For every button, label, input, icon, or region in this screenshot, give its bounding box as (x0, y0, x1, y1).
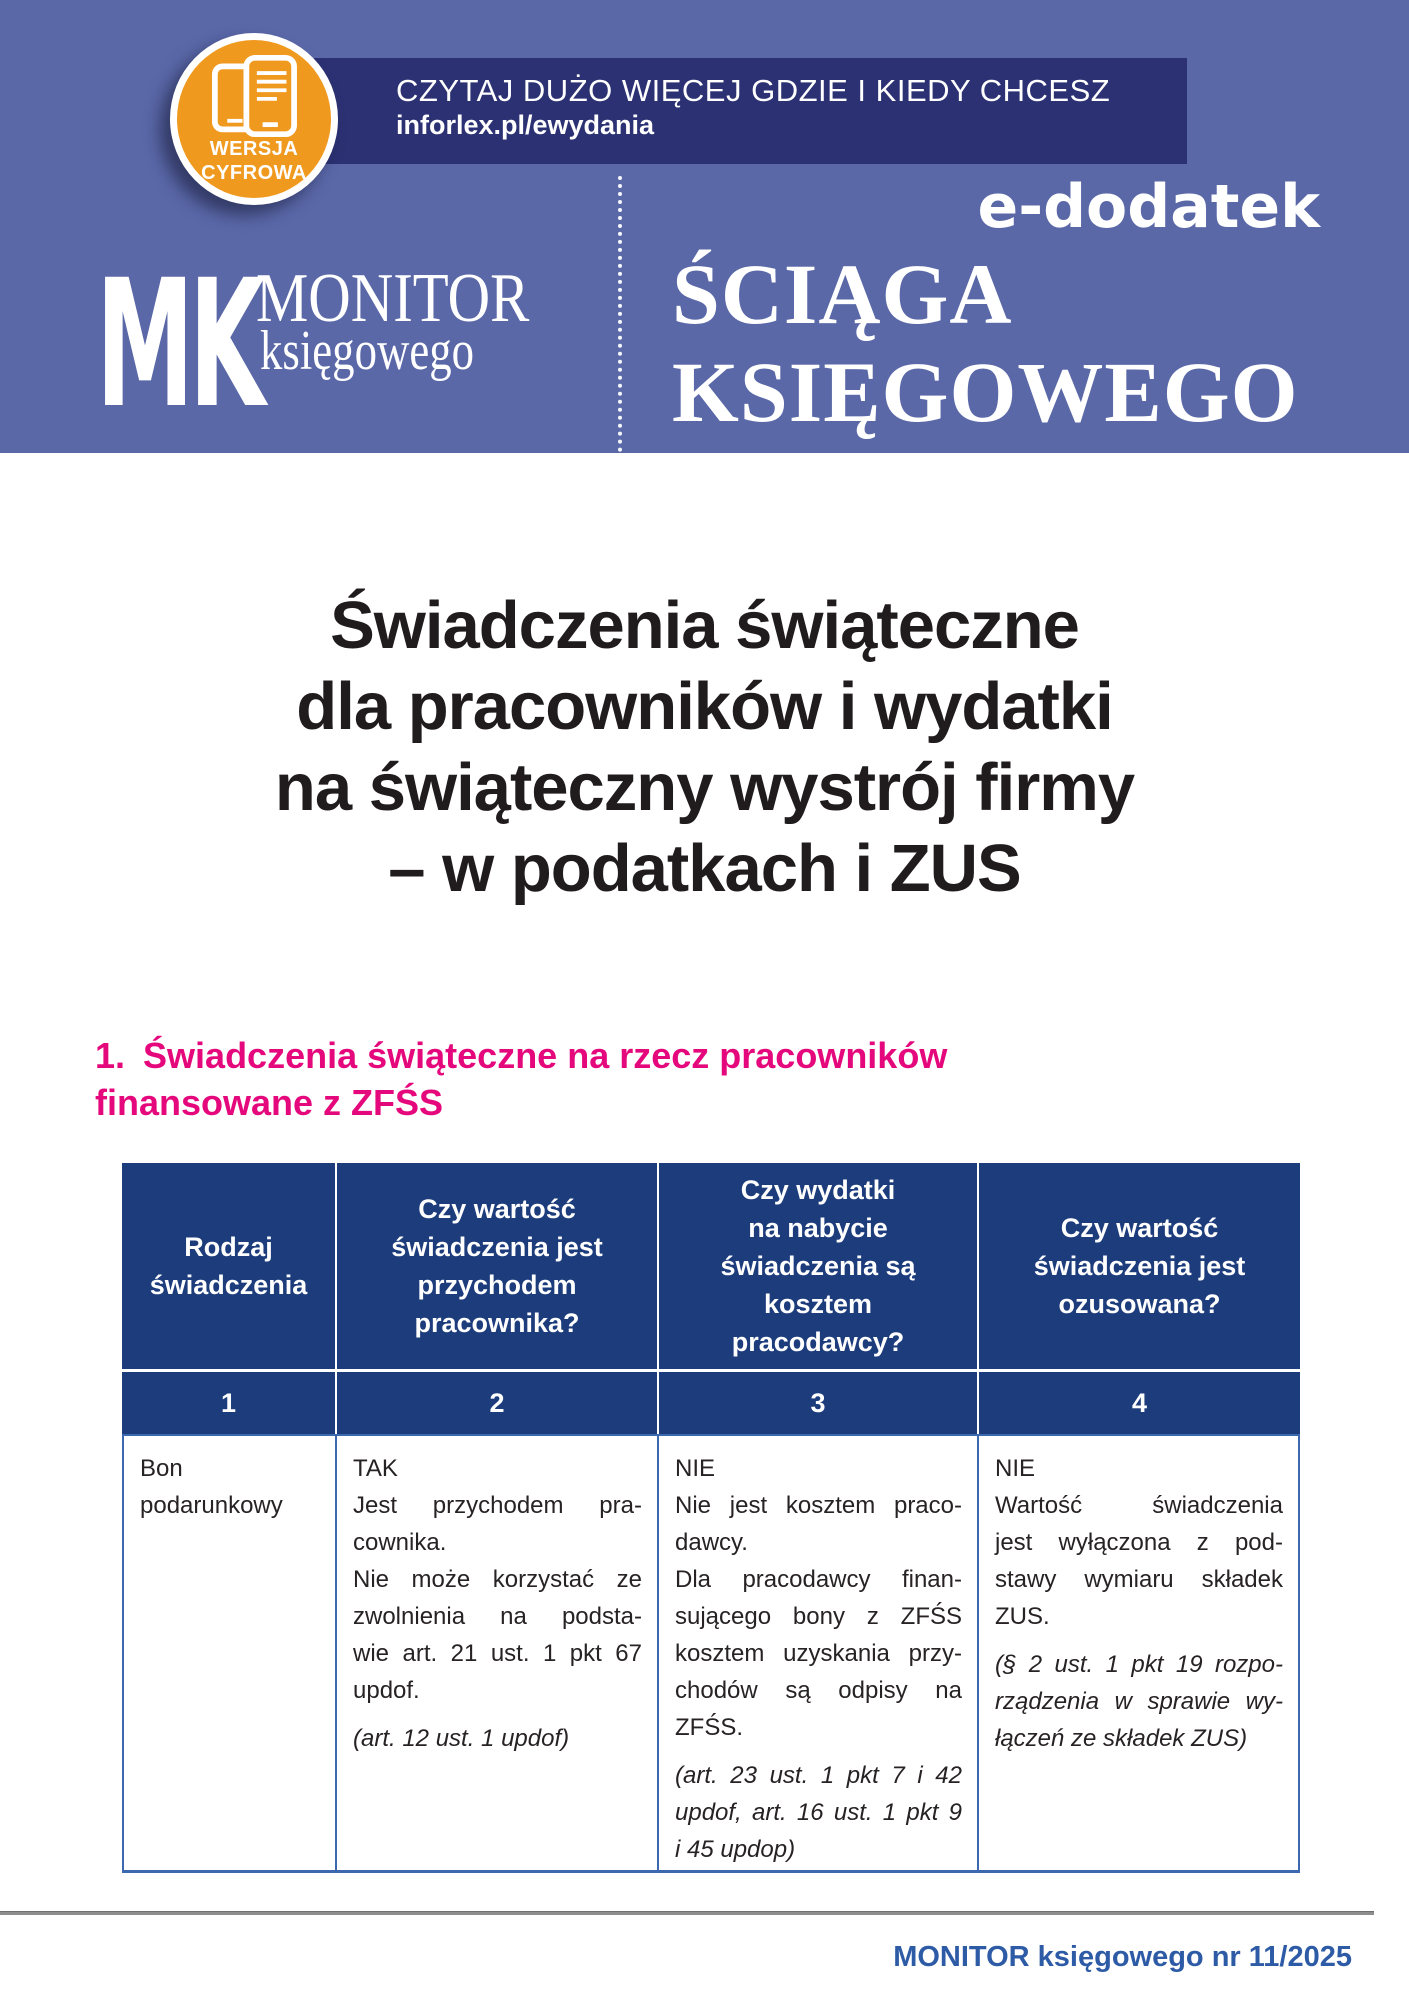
cell-paragraph (995, 1487, 1283, 1635)
supplement-title (672, 245, 1299, 441)
phones-icon (206, 54, 302, 138)
supplement-title-line1: ŚCIĄGA (672, 246, 1013, 342)
cell-line: NIE (675, 1455, 716, 1482)
masthead (0, 0, 1409, 453)
table-body-cell (124, 1436, 337, 1870)
footer-rule (0, 1911, 1374, 1915)
badge-label-line2: CYFROWA (201, 162, 307, 184)
section-heading-line1 (95, 1032, 947, 1079)
article-title-line4: – w podatkach i ZUS (388, 831, 1021, 906)
table-header-line: kosztem (763, 1289, 873, 1319)
cell-paragraph (353, 1450, 642, 1487)
table-header-cell (122, 1163, 337, 1369)
cell-paragraph (353, 1561, 642, 1709)
section-heading-text: Świadczenia świąteczne na rzecz pracowników (143, 1035, 948, 1076)
table-body-cell (659, 1436, 979, 1870)
table-header-line: Czy wartość (418, 1194, 576, 1224)
section-heading (95, 1032, 947, 1126)
table-header-line: Czy wartość (1060, 1213, 1219, 1243)
cell-line: sującego bony z ZFŚS (675, 1603, 962, 1630)
table-header-line: Rodzaj (184, 1232, 273, 1262)
cell-paragraph (995, 1450, 1283, 1487)
cell-line: jest wyłączona z pod- (995, 1529, 1283, 1556)
cell-line: Dla pracodawcy finan- (675, 1566, 962, 1593)
table-column-number: 4 (1131, 1388, 1148, 1418)
edodatek-label: e-dodatek (977, 172, 1320, 242)
table-header-line: świadczenia jest (1033, 1251, 1246, 1281)
table-header-line: pracownika? (414, 1308, 580, 1338)
cell-line: updof, art. 16 ust. 1 pkt 9 (675, 1799, 962, 1826)
cell-paragraph (995, 1646, 1283, 1757)
banner-headline: CZYTAJ DUŻO WIĘCEJ GDZIE I KIEDY CHCESZ (396, 73, 1111, 108)
cell-line: ZUS. (995, 1603, 1050, 1630)
cell-line: TAK (353, 1455, 398, 1482)
badge-label (177, 137, 331, 185)
table-header-line: świadczenia (149, 1270, 308, 1300)
cell-line: (§ 2 ust. 1 pkt 19 rozpo- (995, 1651, 1283, 1678)
supplement-title-line2: KSIĘGOWEGO (672, 344, 1299, 440)
benefits-table (122, 1163, 1300, 1873)
table-header-line: na nabycie (748, 1213, 888, 1243)
table-column-number: 2 (337, 1372, 659, 1434)
cell-paragraph (675, 1561, 962, 1746)
table-header-line: przychodem (417, 1270, 577, 1300)
table-column-number: 3 (659, 1372, 979, 1434)
cell-line: kosztem uzyskania przy- (675, 1640, 962, 1667)
cell-line: Nie jest kosztem praco- (675, 1492, 962, 1519)
table-column-number: 1 (122, 1372, 337, 1434)
cell-line: (art. 12 ust. 1 updof) (353, 1725, 570, 1752)
cell-paragraph (675, 1487, 962, 1561)
logo-monitor-text: MONITOR (256, 260, 530, 337)
mk-logo-mark: MK (96, 242, 261, 447)
cell-line: Bon (140, 1455, 183, 1482)
badge-label-line1: WERSJA (209, 138, 299, 160)
digital-version-badge (170, 33, 338, 205)
article-title-line3: na świąteczny wystrój firmy (274, 750, 1135, 825)
cell-paragraph (675, 1757, 962, 1868)
table-header-row (122, 1163, 1300, 1372)
table-header-line: pracodawcy? (731, 1327, 905, 1357)
logo-monitor-sub: księgowego (260, 320, 475, 382)
cell-paragraph (353, 1720, 642, 1757)
cell-line: cownika. (353, 1529, 447, 1556)
cell-line: Wartość świadczenia (995, 1492, 1283, 1519)
cell-paragraph (140, 1450, 320, 1524)
footer-issue-label: MONITOR księgowego nr 11/2025 (893, 1941, 1352, 1973)
cell-line: NIE (995, 1455, 1036, 1482)
article-title (0, 585, 1409, 909)
table-header-line: Czy wydatki (740, 1175, 896, 1205)
cell-line: chodów są odpisy na (675, 1677, 962, 1704)
cell-line: wie art. 21 ust. 1 pkt 67 (353, 1640, 642, 1667)
dotted-divider (618, 176, 622, 452)
promo-banner (272, 58, 1187, 164)
cell-line: updof. (353, 1677, 420, 1704)
section-number: 1. (95, 1035, 126, 1076)
table-body-cell (337, 1436, 659, 1870)
cell-line: łączeń ze składek ZUS) (995, 1725, 1248, 1752)
table-header-line: świadczenia są (720, 1251, 916, 1281)
cell-line: i 45 updop) (675, 1836, 796, 1863)
cell-line: podarunkowy (140, 1492, 283, 1519)
cell-line: Nie może korzystać ze (353, 1566, 642, 1593)
cell-line: stawy wymiaru składek (995, 1566, 1283, 1593)
article-title-line2: dla pracowników i wydatki (296, 669, 1113, 744)
cell-line: zwolnienia na podsta- (353, 1603, 642, 1630)
table-header-line: świadczenia jest (391, 1232, 603, 1262)
table-header-cell (337, 1163, 659, 1369)
table-header-cell (659, 1163, 979, 1369)
cell-paragraph (353, 1487, 642, 1561)
table-number-row (122, 1372, 1300, 1434)
section-heading-line2: finansowane z ZFŚS (95, 1082, 444, 1123)
cell-paragraph (675, 1450, 962, 1487)
cell-line: rządzenia w sprawie wy- (995, 1688, 1283, 1715)
cell-line: Jest przychodem pra- (353, 1492, 642, 1519)
cell-line: ZFŚS. (675, 1714, 744, 1741)
table-header-line: ozusowana? (1058, 1289, 1221, 1319)
table-body-cell (979, 1436, 1298, 1870)
cell-line: dawcy. (675, 1529, 748, 1556)
table-header-cell (979, 1163, 1300, 1369)
banner-url: inforlex.pl/ewydania (396, 110, 655, 140)
article-title-line1: Świadczenia świąteczne (330, 588, 1079, 663)
table-body-row (122, 1434, 1300, 1873)
cell-line: (art. 23 ust. 1 pkt 7 i 42 (675, 1762, 962, 1789)
